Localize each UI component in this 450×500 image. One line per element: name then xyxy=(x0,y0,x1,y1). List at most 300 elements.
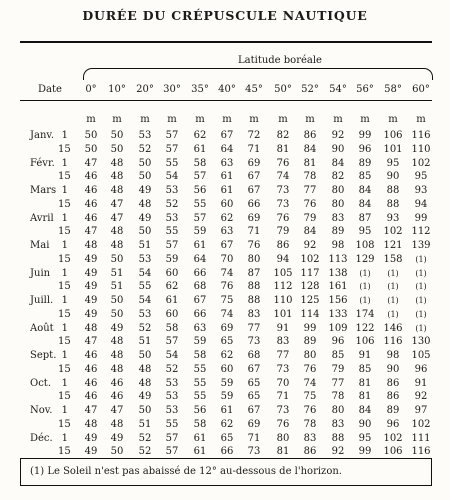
duration-cell: 86 xyxy=(386,391,400,403)
duration-cell: 66 xyxy=(193,308,207,320)
duration-cell: 105 xyxy=(273,267,293,279)
duration-cell: 57 xyxy=(165,336,179,348)
duration-cell: 71 xyxy=(247,143,261,155)
table-row xyxy=(0,171,450,185)
duration-cell: 58 xyxy=(193,418,207,430)
duration-cell: 71 xyxy=(247,432,261,444)
latitude-column-header: 10° xyxy=(108,84,126,95)
duration-cell: 138 xyxy=(328,267,348,279)
duration-cell: 86 xyxy=(303,130,317,141)
duration-cell: 101 xyxy=(383,143,403,155)
duration-cell: 60 xyxy=(165,267,179,279)
duration-cell: 50 xyxy=(138,405,152,416)
day-label: 1 xyxy=(61,405,68,416)
duration-cell: 83 xyxy=(331,212,345,224)
duration-cell: 156 xyxy=(328,295,348,306)
month-label: Août xyxy=(30,322,54,334)
duration-cell: 47 xyxy=(110,212,124,224)
day-label: 1 xyxy=(61,267,68,279)
duration-cell: 90 xyxy=(331,143,345,155)
duration-cell: 102 xyxy=(383,432,403,444)
duration-cell: 46 xyxy=(110,391,124,403)
day-label: 1 xyxy=(61,157,68,169)
duration-cell: 76 xyxy=(303,363,317,375)
duration-cell: 48 xyxy=(110,185,124,196)
duration-cell: 78 xyxy=(331,391,345,403)
table-row xyxy=(0,213,450,227)
duration-cell: 50 xyxy=(138,157,152,169)
duration-cell: 89 xyxy=(386,405,400,416)
duration-cell: 61 xyxy=(193,143,207,155)
duration-cell: 62 xyxy=(220,350,234,361)
table-row xyxy=(0,226,450,240)
table-row xyxy=(0,268,450,282)
duration-cell: 48 xyxy=(84,418,98,430)
duration-cell: 89 xyxy=(331,226,345,238)
duration-cell: 77 xyxy=(331,377,345,389)
duration-cell: 46 xyxy=(84,212,98,224)
duration-cell: 79 xyxy=(331,363,345,375)
duration-cell: 63 xyxy=(220,157,234,169)
duration-cell: (1) xyxy=(359,282,371,292)
duration-cell: (1) xyxy=(359,268,371,278)
latitude-column-header: 54° xyxy=(329,84,347,95)
duration-cell: 71 xyxy=(247,226,261,238)
duration-cell: 67 xyxy=(220,130,234,141)
duration-cell: 51 xyxy=(138,240,152,251)
duration-cell: 98 xyxy=(331,240,345,251)
latitude-column-header: 0° xyxy=(85,84,97,95)
duration-cell: 63 xyxy=(193,322,207,334)
duration-cell: 84 xyxy=(303,226,317,238)
duration-cell: 54 xyxy=(165,171,179,183)
table-row xyxy=(0,350,450,364)
duration-cell: 94 xyxy=(276,253,290,265)
duration-cell: 46 xyxy=(84,350,98,361)
duration-cell: 61 xyxy=(220,185,234,196)
duration-cell: 48 xyxy=(138,198,152,210)
duration-cell: (1) xyxy=(415,254,427,264)
day-label: 1 xyxy=(61,322,68,334)
duration-cell: 52 xyxy=(138,322,152,334)
duration-cell: 48 xyxy=(110,336,124,348)
duration-cell: 99 xyxy=(358,130,372,141)
duration-cell: 112 xyxy=(273,281,293,293)
duration-cell: 111 xyxy=(411,432,431,444)
duration-cell: 95 xyxy=(414,171,428,183)
duration-cell: 146 xyxy=(383,322,403,334)
duration-cell: 66 xyxy=(220,446,234,458)
day-label: 1 xyxy=(61,295,68,306)
duration-cell: 48 xyxy=(110,350,124,361)
duration-cell: 48 xyxy=(110,418,124,430)
duration-cell: 49 xyxy=(84,446,98,458)
table-row xyxy=(0,391,450,405)
duration-cell: 50 xyxy=(110,130,124,141)
duration-cell: 88 xyxy=(331,432,345,444)
duration-cell: 116 xyxy=(383,336,403,348)
duration-cell: 128 xyxy=(300,281,320,293)
duration-cell: 47 xyxy=(84,336,98,348)
duration-cell: 84 xyxy=(358,198,372,210)
duration-cell: 98 xyxy=(386,350,400,361)
duration-cell: 64 xyxy=(193,253,207,265)
unit-label: m xyxy=(388,114,398,125)
duration-cell: 58 xyxy=(193,157,207,169)
duration-cell: 63 xyxy=(220,226,234,238)
duration-cell: 55 xyxy=(165,157,179,169)
duration-cell: 73 xyxy=(247,446,261,458)
duration-cell: 109 xyxy=(328,322,348,334)
duration-cell: 95 xyxy=(358,226,372,238)
duration-cell: 80 xyxy=(247,253,261,265)
day-label: 1 xyxy=(61,432,68,444)
duration-cell: (1) xyxy=(359,296,371,305)
duration-cell: 52 xyxy=(165,198,179,210)
duration-cell: 105 xyxy=(411,350,431,361)
duration-cell: 55 xyxy=(138,281,152,293)
duration-cell: 130 xyxy=(411,336,431,348)
duration-cell: 102 xyxy=(300,253,320,265)
day-label: 1 xyxy=(61,185,68,196)
duration-cell: 48 xyxy=(84,322,98,334)
duration-cell: 174 xyxy=(355,308,375,320)
duration-cell: 67 xyxy=(247,405,261,416)
duration-cell: 46 xyxy=(110,377,124,389)
duration-cell: 74 xyxy=(276,171,290,183)
duration-cell: 117 xyxy=(300,267,320,279)
day-label: 1 xyxy=(61,212,68,224)
duration-cell: 49 xyxy=(84,253,98,265)
unit-label: m xyxy=(195,114,205,125)
duration-cell: 74 xyxy=(220,267,234,279)
duration-cell: 61 xyxy=(193,432,207,444)
duration-cell: 96 xyxy=(358,143,372,155)
month-label: Mai xyxy=(30,240,50,251)
latitude-column-header: 30° xyxy=(163,84,181,95)
duration-cell: 51 xyxy=(110,281,124,293)
day-label: 15 xyxy=(58,226,71,238)
duration-cell: 67 xyxy=(193,295,207,306)
month-label: Juill. xyxy=(30,295,54,306)
duration-cell: 49 xyxy=(84,295,98,306)
duration-cell: 49 xyxy=(84,308,98,320)
duration-cell: 82 xyxy=(276,130,290,141)
duration-cell: 161 xyxy=(328,281,348,293)
duration-cell: 101 xyxy=(273,308,293,320)
duration-cell: 85 xyxy=(358,363,372,375)
duration-cell: 108 xyxy=(355,240,375,251)
duration-cell: 88 xyxy=(386,198,400,210)
duration-cell: 49 xyxy=(84,432,98,444)
duration-cell: 99 xyxy=(414,212,428,224)
duration-cell: 122 xyxy=(355,322,375,334)
duration-cell: 66 xyxy=(247,198,261,210)
duration-cell: 55 xyxy=(165,226,179,238)
table-row xyxy=(0,144,450,158)
duration-cell: 53 xyxy=(165,185,179,196)
duration-cell: 106 xyxy=(355,336,375,348)
duration-cell: 84 xyxy=(303,143,317,155)
duration-cell: 56 xyxy=(193,185,207,196)
duration-cell: 57 xyxy=(165,446,179,458)
duration-cell: 133 xyxy=(328,308,348,320)
table-row xyxy=(0,254,450,268)
day-label: 15 xyxy=(58,391,71,403)
table-row xyxy=(0,405,450,419)
duration-cell: 48 xyxy=(110,226,124,238)
duration-cell: 76 xyxy=(303,405,317,416)
duration-cell: 51 xyxy=(110,267,124,279)
duration-cell: 88 xyxy=(247,295,261,306)
duration-cell: 99 xyxy=(303,322,317,334)
unit-label: m xyxy=(305,114,315,125)
duration-cell: 89 xyxy=(303,336,317,348)
day-label: 15 xyxy=(58,171,71,183)
duration-cell: 59 xyxy=(193,226,207,238)
duration-cell: 139 xyxy=(411,240,431,251)
duration-cell: 93 xyxy=(414,185,428,196)
duration-cell: 65 xyxy=(247,391,261,403)
table-row xyxy=(0,364,450,378)
duration-cell: 76 xyxy=(276,418,290,430)
duration-cell: 77 xyxy=(276,350,290,361)
duration-cell: 48 xyxy=(138,363,152,375)
duration-cell: 49 xyxy=(138,212,152,224)
day-label: 15 xyxy=(58,336,71,348)
duration-cell: 46 xyxy=(84,171,98,183)
duration-cell: 112 xyxy=(411,226,431,238)
table-row xyxy=(0,281,450,295)
duration-cell: 80 xyxy=(303,350,317,361)
top-rule xyxy=(20,41,432,43)
duration-cell: 50 xyxy=(110,295,124,306)
duration-cell: 46 xyxy=(84,377,98,389)
unit-label: m xyxy=(86,114,96,125)
duration-cell: 86 xyxy=(303,446,317,458)
duration-cell: 89 xyxy=(358,157,372,169)
duration-cell: 53 xyxy=(138,130,152,141)
duration-cell: 70 xyxy=(276,377,290,389)
duration-cell: 50 xyxy=(110,308,124,320)
month-label: Févr. xyxy=(30,157,55,169)
duration-cell: 80 xyxy=(331,405,345,416)
table-row xyxy=(0,158,450,172)
table-row xyxy=(0,199,450,213)
duration-cell: 62 xyxy=(220,418,234,430)
duration-cell: 65 xyxy=(220,432,234,444)
duration-cell: 88 xyxy=(386,185,400,196)
duration-cell: 48 xyxy=(110,171,124,183)
duration-cell: 74 xyxy=(220,308,234,320)
month-label: Sept. xyxy=(30,350,57,361)
month-label: Oct. xyxy=(30,377,51,389)
month-label: Mars xyxy=(30,185,57,196)
duration-cell: 59 xyxy=(220,377,234,389)
duration-cell: 83 xyxy=(276,336,290,348)
unit-label: m xyxy=(333,114,343,125)
duration-cell: 56 xyxy=(193,405,207,416)
duration-cell: 91 xyxy=(276,322,290,334)
header-rule xyxy=(20,100,432,101)
duration-cell: 129 xyxy=(355,253,375,265)
duration-cell: (1) xyxy=(415,309,427,319)
duration-cell: 50 xyxy=(138,226,152,238)
duration-cell: 65 xyxy=(220,336,234,348)
duration-cell: 83 xyxy=(331,418,345,430)
duration-cell: 92 xyxy=(331,130,345,141)
table-row xyxy=(0,433,450,447)
latitude-column-header: 60° xyxy=(412,84,430,95)
duration-cell: 47 xyxy=(84,405,98,416)
table-row xyxy=(0,130,450,144)
duration-cell: 54 xyxy=(138,295,152,306)
duration-cell: 116 xyxy=(411,130,431,141)
duration-cell: 74 xyxy=(303,377,317,389)
duration-cell: 81 xyxy=(276,143,290,155)
duration-cell: 54 xyxy=(138,267,152,279)
duration-cell: 48 xyxy=(110,240,124,251)
duration-cell: 55 xyxy=(165,418,179,430)
duration-cell: 49 xyxy=(110,322,124,334)
duration-cell: 92 xyxy=(414,391,428,403)
duration-cell: 76 xyxy=(303,198,317,210)
unit-label: m xyxy=(167,114,177,125)
duration-cell: 90 xyxy=(386,171,400,183)
duration-cell: 125 xyxy=(300,295,320,306)
duration-cell: 76 xyxy=(247,240,261,251)
duration-cell: 55 xyxy=(193,363,207,375)
duration-cell: 95 xyxy=(386,157,400,169)
duration-cell: 95 xyxy=(358,432,372,444)
duration-cell: 69 xyxy=(247,212,261,224)
duration-cell: 62 xyxy=(165,281,179,293)
duration-cell: 71 xyxy=(276,391,290,403)
duration-cell: (1) xyxy=(415,268,427,278)
page-title: DURÉE DU CRÉPUSCULE NAUTIQUE xyxy=(82,8,368,23)
duration-cell: 93 xyxy=(386,212,400,224)
duration-cell: 88 xyxy=(247,281,261,293)
table-row xyxy=(0,185,450,199)
duration-cell: 53 xyxy=(165,405,179,416)
duration-cell: 73 xyxy=(247,336,261,348)
month-label: Janv. xyxy=(30,130,55,141)
duration-cell: 53 xyxy=(138,253,152,265)
day-label: 15 xyxy=(58,446,71,458)
duration-cell: 57 xyxy=(165,432,179,444)
duration-cell: 84 xyxy=(331,157,345,169)
duration-cell: 106 xyxy=(383,130,403,141)
duration-cell: 96 xyxy=(386,418,400,430)
duration-cell: 47 xyxy=(84,157,98,169)
duration-cell: 48 xyxy=(138,377,152,389)
duration-cell: 94 xyxy=(414,198,428,210)
duration-cell: 61 xyxy=(165,295,179,306)
latitude-header: Latitude boréale xyxy=(238,55,322,66)
duration-cell: 66 xyxy=(193,267,207,279)
duration-cell: 114 xyxy=(300,308,320,320)
duration-cell: 49 xyxy=(138,391,152,403)
duration-cell: 48 xyxy=(84,240,98,251)
duration-cell: 86 xyxy=(386,377,400,389)
duration-cell: (1) xyxy=(387,268,399,278)
duration-cell: 53 xyxy=(165,391,179,403)
duration-cell: 73 xyxy=(276,363,290,375)
table-row xyxy=(0,378,450,392)
duration-cell: 52 xyxy=(138,143,152,155)
duration-cell: 77 xyxy=(247,322,261,334)
table-row xyxy=(0,309,450,323)
duration-cell: 49 xyxy=(84,267,98,279)
duration-cell: 90 xyxy=(358,418,372,430)
latitude-column-header: 20° xyxy=(136,84,154,95)
duration-cell: 49 xyxy=(84,281,98,293)
duration-cell: 97 xyxy=(414,405,428,416)
duration-cell: 52 xyxy=(138,446,152,458)
duration-cell: 47 xyxy=(110,198,124,210)
duration-cell: 102 xyxy=(411,157,431,169)
duration-cell: 48 xyxy=(110,363,124,375)
duration-cell: (1) xyxy=(415,282,427,292)
duration-cell: 55 xyxy=(193,391,207,403)
duration-cell: 76 xyxy=(276,157,290,169)
day-label: 15 xyxy=(58,143,71,155)
table-row xyxy=(0,419,450,433)
duration-cell: 78 xyxy=(303,171,317,183)
duration-cell: 50 xyxy=(110,143,124,155)
duration-cell: 91 xyxy=(358,350,372,361)
duration-cell: 79 xyxy=(303,212,317,224)
duration-cell: 57 xyxy=(165,130,179,141)
duration-cell: 76 xyxy=(276,212,290,224)
duration-cell: 83 xyxy=(303,432,317,444)
duration-cell: 69 xyxy=(247,157,261,169)
duration-cell: 50 xyxy=(138,350,152,361)
duration-cell: 86 xyxy=(276,240,290,251)
duration-cell: 75 xyxy=(303,391,317,403)
latitude-column-header: 45° xyxy=(245,84,263,95)
duration-cell: 59 xyxy=(193,336,207,348)
duration-cell: (1) xyxy=(387,309,399,319)
day-label: 15 xyxy=(58,253,71,265)
table-row xyxy=(0,323,450,337)
duration-cell: 75 xyxy=(220,295,234,306)
duration-cell: 57 xyxy=(193,171,207,183)
day-label: 1 xyxy=(61,377,68,389)
duration-cell: 54 xyxy=(165,350,179,361)
unit-label: m xyxy=(278,114,288,125)
duration-cell: 69 xyxy=(247,418,261,430)
duration-cell: (1) xyxy=(415,323,427,333)
month-label: Avril xyxy=(30,212,54,224)
duration-cell: 50 xyxy=(84,130,98,141)
duration-cell: 53 xyxy=(138,308,152,320)
duration-cell: 61 xyxy=(220,171,234,183)
day-label: 15 xyxy=(58,363,71,375)
duration-cell: 57 xyxy=(165,240,179,251)
duration-cell: 60 xyxy=(220,363,234,375)
duration-cell: 92 xyxy=(331,446,345,458)
duration-cell: 73 xyxy=(276,405,290,416)
duration-cell: 53 xyxy=(165,377,179,389)
duration-cell: 68 xyxy=(193,281,207,293)
duration-cell: (1) xyxy=(387,282,399,292)
day-label: 1 xyxy=(61,130,68,141)
latitude-column-header: 35° xyxy=(191,84,209,95)
unit-label: m xyxy=(222,114,232,125)
duration-cell: 110 xyxy=(273,295,293,306)
duration-cell: 48 xyxy=(110,157,124,169)
